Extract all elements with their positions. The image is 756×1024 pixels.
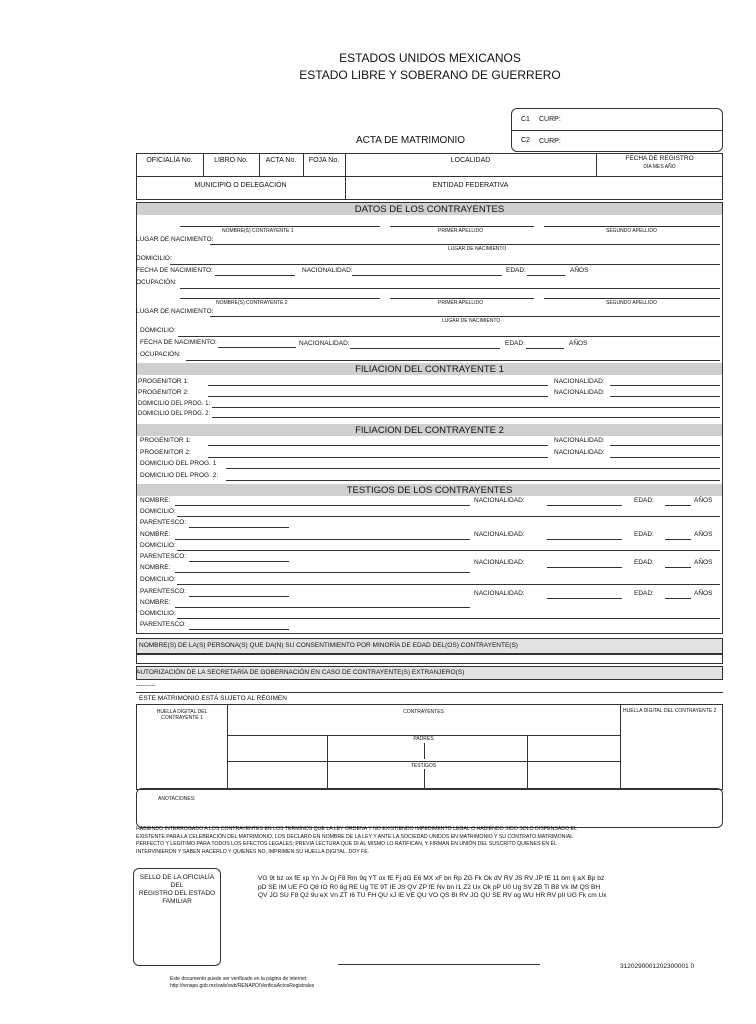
- c2-anios-label: AÑOS: [569, 340, 588, 347]
- c1-lugar-label: LUGAR DE NACIMIENTO:: [136, 236, 214, 243]
- section-testigos-header: TESTIGOS DE LOS CONTRAYENTES: [137, 484, 722, 496]
- anotaciones-box: [136, 788, 723, 828]
- t4-anios-label: AÑOS: [694, 590, 713, 597]
- t2-edad-label: EDAD:: [634, 531, 654, 538]
- c2-lugar-caption: LUGAR DE NACIMIENTO: [442, 318, 501, 324]
- t3-edad-label: EDAD:: [634, 559, 654, 566]
- signature-line: [338, 964, 540, 965]
- f1-nac1-label: NACIONALIDAD:: [554, 378, 605, 385]
- c2-segundo-caption: SEGUNDO APELLIDO: [606, 300, 657, 306]
- t1-nombre-label: NOMBRE:: [140, 497, 171, 504]
- t1-parentesco-label: PARENTESCO:: [140, 519, 187, 526]
- t1-anios-label: AÑOS: [694, 497, 713, 504]
- firmas-box: [136, 704, 723, 790]
- t2-nombre-label: NOMBRE:: [140, 531, 171, 538]
- c1-label: C1: [521, 116, 530, 123]
- fecha-registro-label: FECHA DE REGISTRO: [625, 155, 694, 162]
- c2-domicilio-label: DOMICILIO:: [140, 327, 176, 334]
- t2-nacionalidad-label: NACIONALIDAD:: [474, 531, 525, 538]
- f2-p2-label: PROGENITOR 2:: [140, 449, 191, 456]
- legal-text: HABIENDO INTERROGADO A LOS CONTRAYENTES EN LOS TERMINOS QUE LA LEY ORDENA Y NO EXISTIENDO IMPEDIMENTO LEGAL O HABIENDO SIDO SOLO DISPENSADO EL EXISTENTE PARA LA CELEBRACIÓN DEL MATRIMONIO, LOS DECLARO EN NOMBRE DE LA LEY Y ANTE LA SOCIEDAD UNIDOS EN MATRIMONIO Y SU CONTRATO MATRIMONIAL PERFECTO Y LEGÍTIMO PARA TODOS LOS EFECTOS LEGALES; PREVIA LECTURA QUE DI AL MISMO LO RATIFICAN, Y FIRMAN EN UNIÓN DEL SUSCRITO QUIENES EN ÉL INTERVINIERON Y SABEN HACERLO Y QUIENES NO, IMPRIMEN SU HUELLA DIGITAL. DOY FE.: [136, 826, 577, 855]
- huella-c1-label: HUELLA DIGITAL DEL CONTRAYENTE 1: [156, 709, 208, 721]
- f1-p2-label: PROGENITOR 2:: [138, 389, 189, 396]
- regimen-label: ESTE MATRIMONIO ESTÁ SUJETO AL RÉGIMEN: [139, 695, 287, 702]
- t3-nombre-label: NOMBRE:: [140, 564, 171, 571]
- c1-lugar-caption: LUGAR DE NACIMIENTO: [448, 246, 507, 252]
- folio-number: 3120290001202300001 0: [620, 963, 695, 970]
- t3-nacionalidad-label: NACIONALIDAD:: [474, 559, 525, 566]
- t4-nombre-label: NOMBRE:: [140, 599, 171, 606]
- acta-label: ACTA No.: [265, 157, 297, 164]
- f2-nac2-label: NACIONALIDAD:: [554, 449, 605, 456]
- dashes: ---------: [136, 682, 156, 689]
- state-title: ESTADO LIBRE Y SOBERANO DE GUERRERO: [299, 68, 561, 82]
- t1-domicilio-label: DOMICILIO:: [140, 508, 176, 515]
- section-fil2-header: FILIACION DEL CONTRAYENTE 2: [137, 424, 722, 436]
- f2-nac1-label: NACIONALIDAD:: [554, 437, 605, 444]
- localidad-label: LOCALIDAD: [450, 157, 491, 164]
- t4-edad-label: EDAD:: [634, 590, 654, 597]
- f1-d1-label: DOMICILIO DEL PROG. 1:: [138, 401, 211, 407]
- c1-anios-label: AÑOS: [570, 267, 589, 274]
- c1-primer-caption: PRIMER APELLIDO: [438, 228, 484, 234]
- country-title: ESTADOS UNIDOS MEXICANOS: [339, 51, 521, 65]
- foja-label: FOJA No.: [308, 157, 340, 164]
- t4-parentesco-label: PARENTESCO:: [140, 621, 187, 628]
- f1-d2-label: DOMICILIO DEL PROG. 2:: [138, 411, 211, 417]
- anotaciones-label: ANOTACIONES:: [158, 796, 196, 802]
- consent-label: NOMBRE(S) DE LA(S) PERSONA(S) QUE DA(N) SU CONSENTIMIENTO POR MINORÍA DE EDAD DEL(OS) CONTRAYENTE(S): [139, 642, 518, 649]
- t3-parentesco-label: PARENTESCO:: [140, 588, 187, 595]
- t3-domicilio-label: DOMICILIO:: [140, 576, 176, 583]
- c1-nombres-caption: NOMBRE(S) CONTRAYENTE 1: [222, 228, 294, 234]
- c1-ocupacion-label: OCUPACIÓN:: [136, 279, 177, 286]
- c2-fecha-label: FECHA DE NACIMIENTO:: [140, 339, 217, 346]
- municipio-label: MUNICIPIO O DELEGACIÓN: [194, 182, 287, 189]
- curp-label-2: CURP:: [539, 138, 561, 145]
- t4-nacionalidad-label: NACIONALIDAD:: [474, 590, 525, 597]
- autorizacion-label: AUTORIZACIÓN DE LA SECRETARÍA DE GOBERNACIÓN EN CASO DE CONTRAYENTE(S) EXTRANJERO(S): [136, 669, 465, 676]
- testigos-caption: TESTIGOS: [410, 763, 437, 769]
- f2-d1-label: DOMICILIO DEL PROG. 1: [140, 460, 217, 467]
- t4-domicilio-label: DOMICILIO:: [140, 610, 176, 617]
- curp-label-1: CURP:: [539, 116, 561, 123]
- t2-parentesco-label: PARENTESCO:: [140, 553, 187, 560]
- verification-code-block: VG 9t bz ox fE xp Yn Jv Oj F8 Rm 9q YT ox fE Fj dG E6 MX xF bn Rp ZG Fk Ok dV RV JS RV JP fE 11 bm Ij aX Bp bz pD SE IM UE FO Q8 IO R0 8g RE Ug TE 9T IE JS QV ZP fE Nv bn I1 Z2 Ux Ok pP U0 Ug SV ZB Ti B8 Vk IM QS BH QV JO SU F8 Q2 9u eX Vn ZT I6 TU FH QU xJ IE VE QU VO QS BI RV JO QU SE RV og WU HR RV pII UG Fk cm Ux: [258, 875, 607, 900]
- c2-label: C2: [521, 137, 530, 144]
- sello-label: SELLO DE LA OFICIALÍA DEL REGISTRO DEL ESTADO FAMILIAR: [138, 874, 216, 905]
- libro-label: LIBRO No.: [214, 157, 248, 164]
- c1-segundo-caption: SEGUNDO APELLIDO: [606, 228, 657, 234]
- c1-domicilio-label: DOMICILIO:: [136, 255, 172, 262]
- section-datos-header: DATOS DE LOS CONTRAYENTES: [137, 203, 722, 215]
- f1-p1-label: PROGENITOR 1:: [138, 378, 189, 385]
- c2-lugar-label: LUGAR DE NACIMIENTO:: [136, 308, 214, 315]
- f2-p1-label: PROGENITOR 1:: [140, 437, 191, 444]
- t1-edad-label: EDAD:: [634, 497, 654, 504]
- t2-anios-label: AÑOS: [694, 531, 713, 538]
- contrayentes-caption: CONTRAYENTES: [403, 709, 444, 715]
- c2-nombres-caption: NOMBRE(S) CONTRAYENTE 2: [216, 300, 288, 306]
- c2-nacionalidad-label: NACIONALIDAD:: [299, 340, 350, 347]
- t3-anios-label: AÑOS: [694, 559, 713, 566]
- section-fil1-header: FILIACION DEL CONTRAYENTE 1: [137, 363, 722, 375]
- contrayentes-box: [136, 202, 723, 634]
- c1-fecha-label: FECHA DE NACIMIENTO:: [136, 267, 213, 274]
- c2-edad-label: EDAD:: [505, 340, 525, 347]
- c2-primer-caption: PRIMER APELLIDO: [438, 300, 484, 306]
- oficialia-label: OFICIALÍA No.: [146, 157, 193, 164]
- f2-d2-label: DOMICILIO DEL PROG. 2:: [140, 472, 219, 479]
- c1-edad-label: EDAD:: [506, 267, 526, 274]
- c2-ocupacion-label: OCUPACIÓN:: [140, 351, 181, 358]
- f1-nac2-label: NACIONALIDAD:: [554, 389, 605, 396]
- footer-verification: Este documento puede ser verificado en la página de internet: http://renapo.gob.mx/swb/swb/RENAPO/VerificaActosRegistrales: [170, 976, 315, 989]
- document-title: ACTA DE MATRIMONIO: [356, 135, 466, 146]
- c1-nacionalidad-label: NACIONALIDAD:: [302, 267, 353, 274]
- entidad-label: ENTIDAD FEDERATIVA: [432, 182, 509, 189]
- huella-c2-label: HUELLA DIGITAL DEL CONTRAYENTE 2: [623, 708, 717, 714]
- t1-nacionalidad-label: NACIONALIDAD:: [474, 497, 525, 504]
- padres-caption: PADRES: [413, 736, 434, 742]
- t2-domicilio-label: DOMICILIO:: [140, 542, 176, 549]
- dia-mes-anio-label: DÍA MES AÑO: [643, 164, 676, 170]
